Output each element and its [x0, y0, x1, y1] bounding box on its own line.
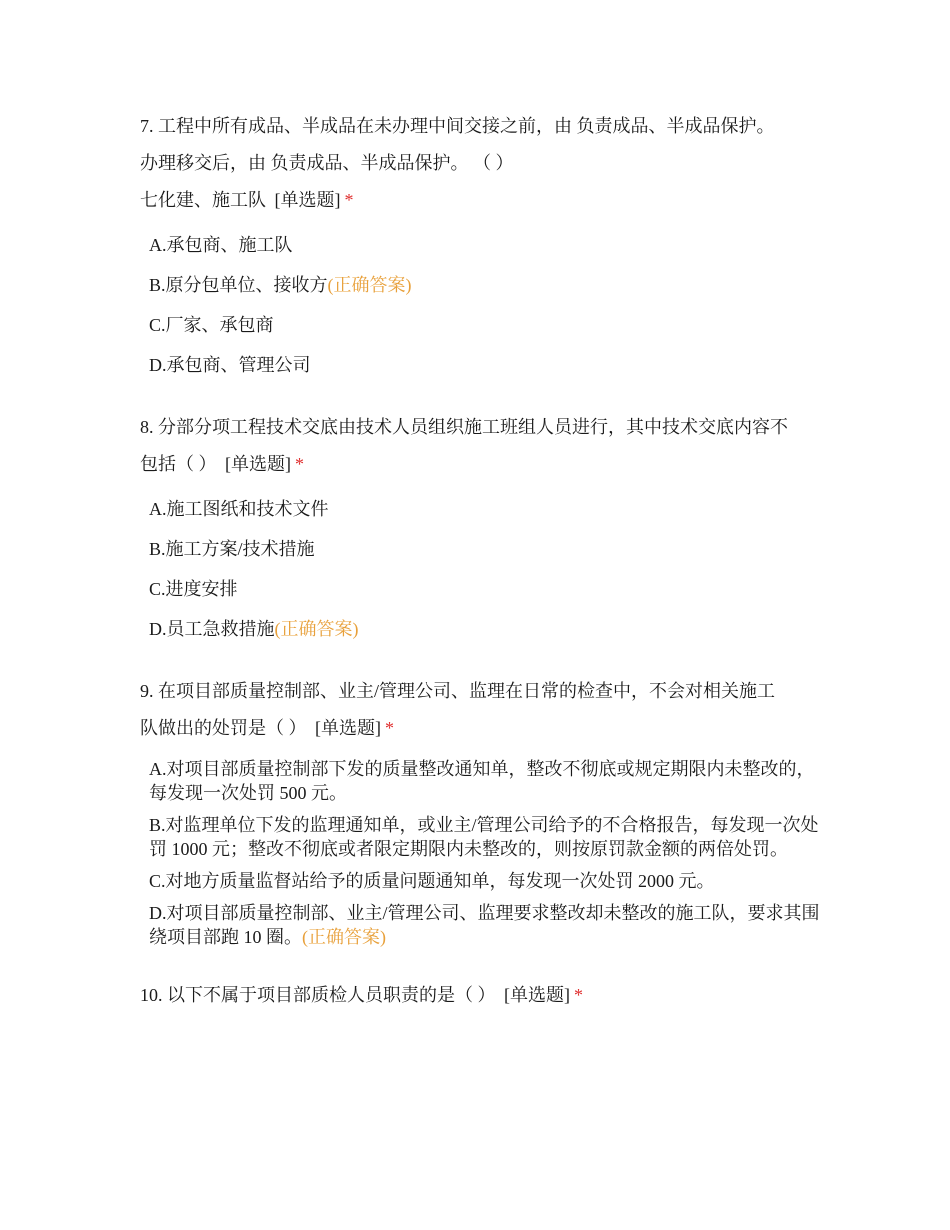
option-c — [149, 305, 820, 345]
option-text: C.对地方质量监督站给予的质量问题通知单，每发现一次处罚 2000 元。 — [149, 871, 715, 891]
title-line: 办理移交后，由 负责成品、半成品保护。 （ ） — [140, 153, 514, 173]
question-title — [140, 409, 820, 483]
option-d — [149, 345, 820, 385]
question-10 — [140, 977, 820, 1014]
correct-answer-label: (正确答案) — [274, 619, 359, 639]
option-text: B.原分包单位、接收方 — [149, 275, 328, 295]
question-8 — [140, 409, 820, 649]
required-mark: * — [295, 454, 304, 474]
required-mark: * — [385, 718, 394, 738]
title-line-last — [140, 710, 820, 747]
option-text: C.进度安排 — [149, 579, 238, 599]
question-type-label: [单选题] — [504, 985, 570, 1005]
question-type-label: [单选题] — [274, 190, 341, 210]
question-title — [140, 977, 820, 1014]
title-line-last — [140, 446, 820, 483]
title-line-last — [140, 182, 820, 219]
question-type-label: [单选题] — [225, 454, 291, 474]
required-mark: * — [574, 985, 583, 1005]
correct-answer-label: (正确答案) — [327, 275, 412, 295]
title-line-last — [140, 977, 820, 1014]
title-line: 8. 分部分项工程技术交底由技术人员组织施工班组人员进行，其中技术交底内容不 — [140, 417, 788, 437]
title-text: 10. 以下不属于项目部质检人员职责的是（ ） — [140, 985, 496, 1005]
title-text: 七化建、施工队 — [140, 190, 266, 210]
question-7 — [140, 108, 820, 385]
survey-document — [140, 108, 820, 1038]
option-a — [149, 489, 820, 529]
correct-answer-label: (正确答案) — [302, 927, 386, 947]
option-d — [149, 897, 820, 953]
option-text: A.承包商、施工队 — [149, 235, 293, 255]
option-a — [149, 753, 820, 809]
title-text: 队做出的处罚是（ ） — [140, 718, 307, 738]
option-list — [140, 753, 820, 953]
option-c — [149, 865, 820, 897]
option-a — [149, 225, 820, 265]
option-list — [140, 225, 820, 385]
option-text: D.员工急救措施 — [149, 619, 275, 639]
question-9 — [140, 673, 820, 953]
option-c — [149, 569, 820, 609]
title-line: 9. 在项目部质量控制部、业主/管理公司、监理在日常的检查中，不会对相关施工 — [140, 681, 775, 701]
title-text: 包括（ ） — [140, 454, 217, 474]
option-list — [140, 489, 820, 649]
question-title — [140, 108, 820, 219]
question-title — [140, 673, 820, 747]
question-type-label: [单选题] — [315, 718, 381, 738]
option-b — [149, 809, 820, 865]
option-text: D.对项目部质量控制部、业主/管理公司、监理要求整改却未整改的施工队，要求其围绕项目部跑 10 圈。 — [149, 903, 820, 947]
option-text: A.对项目部质量控制部下发的质量整改通知单，整改不彻底或规定期限内未整改的，每发现一次处罚 500 元。 — [149, 759, 815, 803]
option-text: D.承包商、管理公司 — [149, 355, 311, 375]
title-line: 7. 工程中所有成品、半成品在未办理中间交接之前，由 负责成品、半成品保护。 — [140, 116, 775, 136]
option-b — [149, 265, 820, 305]
option-text: C.厂家、承包商 — [149, 315, 274, 335]
option-text: B.对监理单位下发的监理通知单，或业主/管理公司给予的不合格报告，每发现一次处罚 1000 元；整改不彻底或者限定期限内未整改的，则按原罚款金额的两倍处罚。 — [149, 815, 819, 859]
option-b — [149, 529, 820, 569]
option-d — [149, 609, 820, 649]
option-text: A.施工图纸和技术文件 — [149, 499, 329, 519]
required-mark: * — [344, 190, 354, 210]
option-text: B.施工方案/技术措施 — [149, 539, 315, 559]
